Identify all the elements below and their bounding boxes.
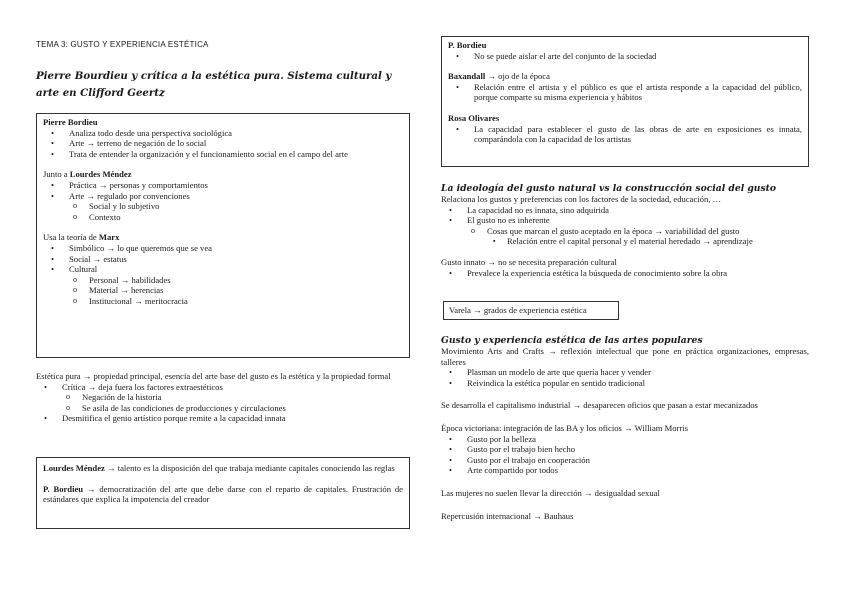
usa-list bbox=[43, 243, 403, 307]
sub-list-item: o Institucional → meritocracia bbox=[43, 296, 403, 307]
innato-text: Gusto innato → no se necesita preparación cultural bbox=[441, 256, 617, 267]
list-item: • Social → estatus bbox=[43, 254, 403, 265]
junto-list bbox=[43, 180, 403, 222]
author-name: P. Bordieu bbox=[448, 40, 487, 50]
victoriana-text: Época victoriana: integración de las BA y los oficios → William Morris bbox=[441, 422, 688, 433]
list-item: • Crítica → deja fuera los factores extraestéticos bbox=[36, 382, 410, 393]
repercusion-text: Repercusión internacional → Bauhaus bbox=[441, 510, 574, 521]
sub-sub-list-item: ▪ Relación entre el capital personal y el material heredado → aprendizaje bbox=[441, 236, 809, 247]
list-item: • Arte → terreno de negación de lo social bbox=[43, 138, 403, 149]
list-item: • Gusto por la belleza bbox=[441, 434, 809, 445]
intro-text: Relaciona los gustos y preferencias con los factores de la sociedad, educación, … bbox=[441, 194, 722, 204]
list-item: • Cultural bbox=[43, 264, 403, 275]
list-item: • Gusto por el trabajo bien hecho bbox=[441, 444, 809, 455]
section-subtitle: Pierre Bourdieu y crítica a la estética pura. Sistema cultural y arte en Clifford Geertz bbox=[36, 70, 392, 99]
junto-line: Junto a Lourdes Méndez bbox=[43, 169, 132, 180]
estetica-pura-block bbox=[36, 371, 410, 424]
list-item: • Relación entre el artista y el público es que el artista responde a la capacidad del público, porque comparte su misma experiencia y hábitos bbox=[448, 82, 802, 103]
list-item: • Plasman un modelo de arte que quería hacer y vender bbox=[441, 367, 809, 378]
bordieu-paragraph: P. Bordieu → democratización del arte que debe darse con el reparto de capitales. Frustración de estándares que explica la impotencia del creador bbox=[43, 483, 403, 505]
section-heading: La ideología del gusto natural vs la construcción social del gusto bbox=[441, 183, 777, 194]
list-item: • Arte → regulado por convenciones bbox=[43, 191, 403, 202]
list-item: • Simbólico → lo que queremos que se vea bbox=[43, 243, 403, 254]
victoriana-list bbox=[441, 434, 809, 476]
sub-list-item: o Cosas que marcan el gusto aceptado en la época → variabilidad del gusto bbox=[441, 226, 809, 237]
bourdieu-list bbox=[43, 128, 403, 160]
list-item: • Desmitifica el genio artístico porque remite a la capacidad innata bbox=[36, 413, 410, 424]
topic-title: TEMA 3: GUSTO Y EXPERIENCIA ESTÉTICA bbox=[36, 40, 209, 49]
varela-text: Varela → grados de experiencia estética bbox=[449, 305, 587, 315]
sub-list-item: o Social y lo subjetivo bbox=[43, 201, 403, 212]
sub-list-item: o Personal → habilidades bbox=[43, 275, 403, 286]
list-item: • Prevalece la experiencia estética la búsqueda de conocimiento sobre la obra bbox=[441, 268, 809, 279]
estetica-pura-text: Estética pura → propiedad principal, esencia del arte base del gusto es la estética y la propiedad formal bbox=[36, 371, 391, 381]
list-item: • Arte compartido por todos bbox=[441, 465, 809, 476]
list-item: • No se puede aislar el arte del conjunto de la sociedad bbox=[448, 51, 802, 62]
ideologia-section bbox=[441, 183, 809, 278]
list-item: • Reivindica la estética popular en sentido tradicional bbox=[441, 378, 809, 389]
list-item: • Analiza todo desde una perspectiva sociológica bbox=[43, 128, 403, 139]
critica-list bbox=[36, 382, 410, 424]
mendez-paragraph: Lourdes Méndez → talento es la disposición del que trabaja mediante capitales conociendo las reglas bbox=[43, 463, 395, 473]
section-heading: Gusto y experiencia estética de las artes populares bbox=[441, 335, 703, 346]
sub-list-item: o Contexto bbox=[43, 212, 403, 223]
sub-list-item: o Material → herencias bbox=[43, 285, 403, 296]
artes-populares-section bbox=[441, 335, 809, 521]
varela-box bbox=[443, 301, 619, 320]
capitalismo-text: Se desarrolla el capitalismo industrial → desaparecen oficios que pasan a estar mecanizados bbox=[441, 400, 758, 411]
list-item: • Práctica → personas y comportamientos bbox=[43, 180, 403, 191]
mujeres-text: Las mujeres no suelen llevar la dirección → desigualdad sexual bbox=[441, 487, 660, 498]
sub-list-item: o Se asila de las condiciones de producciones y circulaciones bbox=[36, 403, 410, 414]
sub-list-item: o Negación de la historia bbox=[36, 392, 410, 403]
list-item: • Gusto por el trabajo en cooperación bbox=[441, 455, 809, 466]
list-item: • La capacidad para establecer el gusto de las obras de arte en exposiciones es innata, comparándola con la capacidad de los artistas bbox=[448, 124, 802, 145]
author-name: Rosa Olivares bbox=[448, 112, 500, 123]
list-item: • La capacidad no es innata, sino adquirida bbox=[441, 205, 809, 216]
usa-line: Usa la teoría de Marx bbox=[43, 232, 120, 243]
mendez-bordieu-box bbox=[36, 457, 410, 529]
author-name: Baxandall → ojo de la época bbox=[448, 71, 550, 82]
movimiento-text: Movimiento Arts and Crafts → reflexión intelectual que pone en práctica organizaciones, empresas, talleres bbox=[441, 346, 809, 367]
box-heading: Pierre Bordieu bbox=[43, 117, 98, 127]
movimiento-list bbox=[441, 367, 809, 388]
authors-box bbox=[441, 36, 809, 167]
list-item: • El gusto no es inherente bbox=[441, 215, 809, 226]
ideologia-list bbox=[441, 205, 809, 247]
bourdieu-box bbox=[36, 113, 410, 358]
list-item: • Trata de entender la organización y el funcionamiento social en el campo del arte bbox=[43, 149, 403, 160]
